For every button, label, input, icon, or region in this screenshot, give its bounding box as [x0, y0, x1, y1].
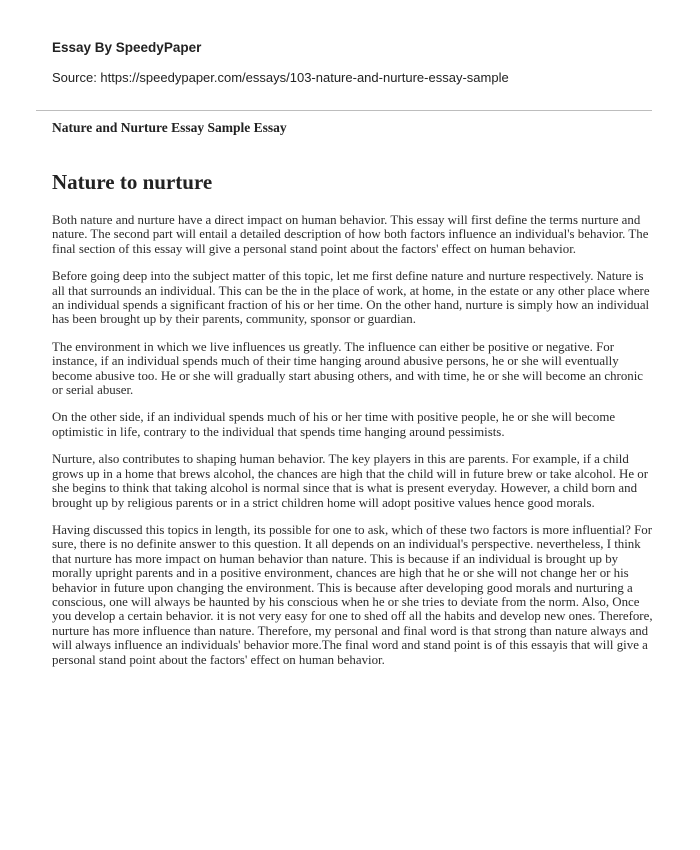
essay-body [52, 170, 654, 680]
source-line: Source: https://speedypaper.com/essays/103-nature-and-nurture-essay-sample [52, 70, 509, 85]
paragraph-5: Nurture, also contributes to shaping human behavior. The key players in this are parents. For example, if a child grows up in a home that brews alcohol, the chances are high that the child will in future brew or take alcohol. He or she begins to think that taking alcohol is normal since that is what is present everyday. However, a child born and brought up by religious parents or in a strict children home will adopt positive values hence good morals. [52, 452, 649, 510]
document-header [52, 40, 652, 85]
paragraph-3: The environment in which we live influences us greatly. The influence can either be positive or negative. For instance, if an individual spends much of their time hanging around abusive persons, he or she will eventually become abusive too. He or she will gradually start abusing others, and with time, he or she will become an chronic or serial abuser. [52, 339, 644, 398]
paragraph-2: Before going deep into the subject matter of this topic, let me first define nature and nurture respectively. Nature is all that surrounds an individual. This can be the in the place of work, at home, in the estate or any other place where an individual spends a significant fraction of his or her time. On the other hand, nurture is simply how an individual has been brought up by their parents, community, sponsor or guardian. [52, 269, 650, 327]
paragraph-4: On the other side, if an individual spends much of his or her time with positive people, he or she will become optimistic in life, contrary to the individual that spends time hanging around pessimists. [52, 410, 616, 439]
paragraph-1: Both nature and nurture have a direct impact on human behavior. This essay will first define the terms nurture and nature. The second part will entail a detailed description of how both factors influence an individual's behavior. The final section of this essay will give a personal stand point about the factors' effect on human behavior. [52, 213, 649, 256]
essay-title: Nature to nurture [52, 170, 213, 194]
paragraph-6: Having discussed this topics in length, its possible for one to ask, which of these two factors is more influential? For sure, there is no definite answer to this question. It all depends on an individual's perspective. nevertheless, I think that nurture has more impact on human behavior than nature. This is because if an individual is brought up by morally upright parents and in a positive environment, chances are high that he or she will not change her or his behavior in future upon changing the environment. This is because after developing good morals and nurturing a conscious, one will always be haunted by his conscious when he or she tries to deviate from the norm. Also, Once you develop a certain behavior. it is not very easy for one to shed off all the habits and develop new ones. Therefore, nurture has more influence than nature. Therefore, my personal and final word is that strong than nature always and will always influence an individuals' behavior more.The final word and stand point is of this essayis that will give a personal stand point about the factors' effect on human behavior. [52, 522, 653, 667]
essay-subtitle: Nature and Nurture Essay Sample Essay [52, 120, 287, 135]
header-divider [36, 110, 652, 111]
brand-title: Essay By SpeedyPaper [52, 40, 202, 55]
